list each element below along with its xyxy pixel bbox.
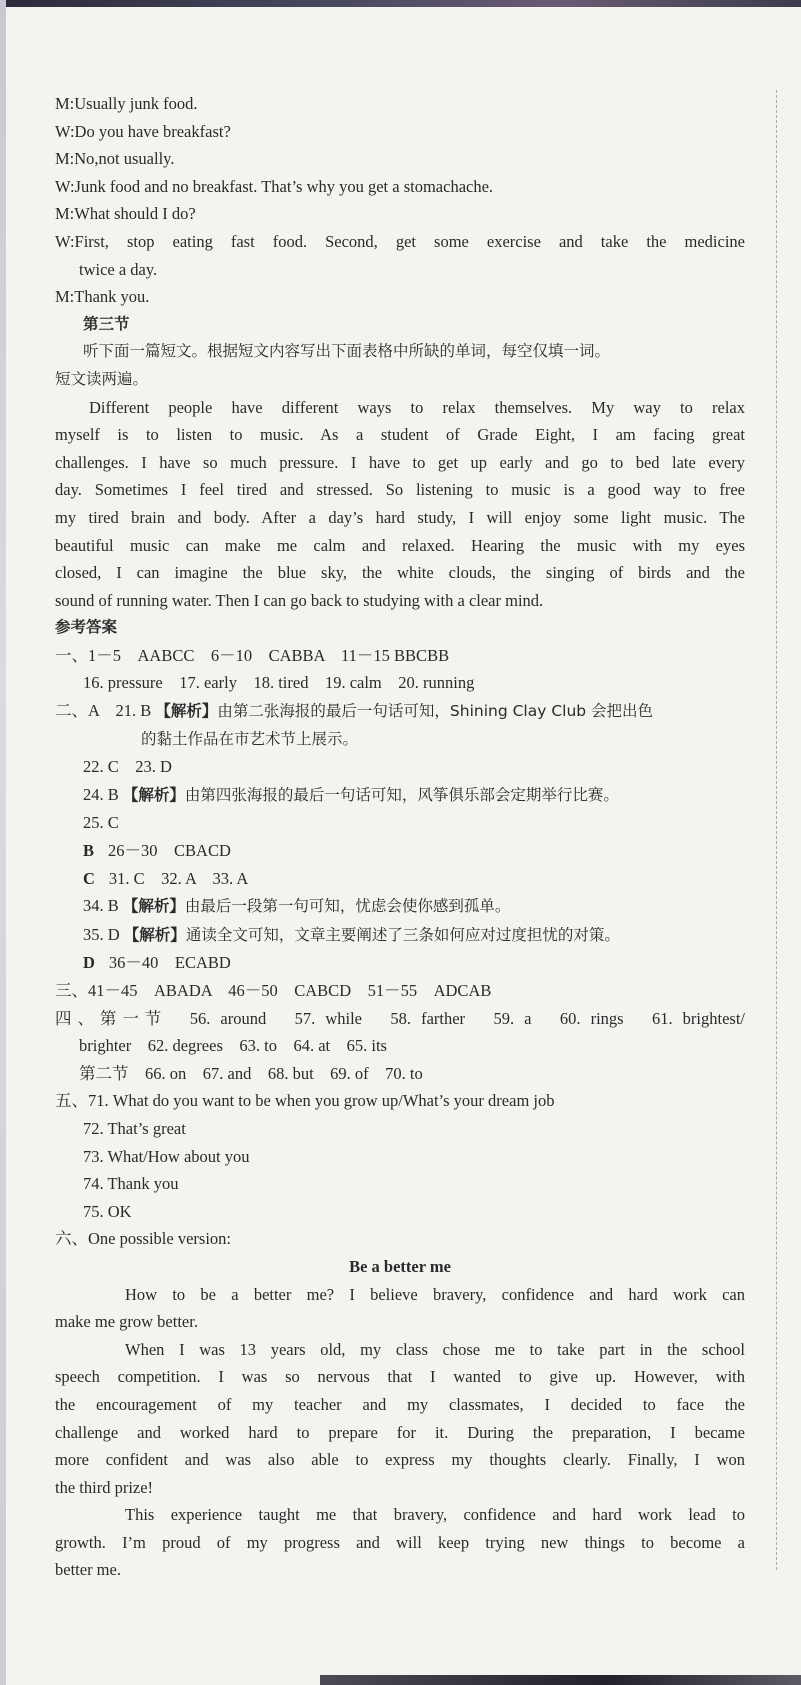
answer-line: 三、41－45 ABADA 46－50 CABCD 51－55 ADCAB <box>55 981 492 1000</box>
answers-heading: 参考答案 <box>55 618 118 637</box>
dialogue-line: M:No,not usually. <box>55 149 175 169</box>
part-label: C <box>83 868 95 888</box>
answer-line: 25. C <box>83 813 119 833</box>
analysis-text: 由第二张海报的最后一句话可知，Shining Clay Club 会把出色 <box>217 702 654 721</box>
answer-number: 35. D <box>83 924 120 944</box>
passage-line: my tired brain and body. After a day’s hard study, I will enjoy some light music. The <box>55 507 745 527</box>
essay-line: This experience taught me that bravery, confidence and hard work lead to <box>125 1505 745 1525</box>
scan-bottom-edge <box>320 1675 801 1685</box>
analysis-tag: 【解析】 <box>155 702 218 721</box>
answer-number: 24. B <box>83 784 119 804</box>
essay-line: better me. <box>55 1560 121 1580</box>
answer-number: 二、A 21. B <box>55 701 152 721</box>
dialogue-line: W:Junk food and no breakfast. That’s why you get a stomachache. <box>55 176 494 196</box>
answer-line: 22. C 23. D <box>83 757 172 777</box>
answer-line: 75. OK <box>83 1201 132 1221</box>
instruction-text: 短文读两遍。 <box>55 369 149 388</box>
essay-line: How to be a better me? I believe bravery, confidence and hard work can <box>125 1284 745 1304</box>
passage-line: sound of running water. Then I can go back to studying with a clear mind. <box>55 590 544 610</box>
answer-line: 四、第一节 56. around 57. while 58. farther 59. a 60. rings 61. brightest/ <box>55 1008 745 1028</box>
answer-line: 六、One possible version: <box>55 1229 231 1249</box>
answer-line: brighter 62. degrees 63. to 64. at 65. its <box>79 1036 387 1056</box>
passage-line: myself is to listen to music. As a student of Grade Eight, I am facing great <box>55 425 745 445</box>
answer-text: 31. C 32. A 33. A <box>108 868 249 888</box>
essay-line: more confident and was also able to express my thoughts clearly. Finally, I won <box>55 1450 745 1470</box>
answer-text: 36－40 ECABD <box>108 953 231 973</box>
essay-line: challenge and worked hard to prepare for it. During the preparation, I became <box>55 1422 745 1442</box>
document-page <box>55 90 745 1584</box>
analysis-text: 的黏土作品在市艺术节上展示。 <box>141 729 359 748</box>
answer-line: 一、1－5 AABCC 6－10 CABBA 11－15 BBCBB <box>55 645 450 665</box>
essay-line: growth. I’m proud of my progress and will keep trying new things to become a <box>55 1532 745 1552</box>
dialogue-line: M:Usually junk food. <box>55 94 198 113</box>
part-label: D <box>83 953 95 973</box>
answer-line: 16. pressure 17. early 18. tired 19. calm 20. running <box>83 673 475 693</box>
answer-line <box>55 697 745 726</box>
dialogue-line: W:Do you have breakfast? <box>55 121 231 141</box>
passage-line: day. Sometimes I feel tired and stressed. So listening to music is a good way to free <box>55 480 745 500</box>
scan-top-edge <box>0 0 801 7</box>
answer-text: 26－30 CBACD <box>108 841 231 861</box>
answer-line <box>55 892 745 921</box>
section-heading: 第三节 <box>83 314 130 333</box>
answer-line <box>55 781 745 810</box>
passage-line: beautiful music can make me calm and relaxed. Hearing the music with my eyes <box>55 535 745 555</box>
analysis-text: 由第四张海报的最后一句话可知，风筝俱乐部会定期举行比赛。 <box>184 785 619 804</box>
answer-line <box>55 921 745 950</box>
essay-line: make me grow better. <box>55 1312 198 1332</box>
answer-line: 73. What/How about you <box>83 1146 250 1166</box>
essay-title: Be a better me <box>349 1256 451 1276</box>
dialogue-line: twice a day. <box>79 259 158 279</box>
answer-line: 第二节 66. on 67. and 68. but 69. of 70. to <box>79 1063 423 1083</box>
dialogue-line: W:First, stop eating fast food. Second, get some exercise and take the medicine <box>55 231 745 251</box>
dialogue-line: M:What should I do? <box>55 204 196 224</box>
answer-line: 72. That’s great <box>83 1118 186 1138</box>
answer-line <box>55 865 745 893</box>
answer-line: 74. Thank you <box>83 1174 179 1194</box>
analysis-tag: 【解析】 <box>122 897 185 916</box>
scan-left-edge <box>0 0 6 1685</box>
essay-line: speech competition. I was so nervous that I wanted to give up. However, with <box>55 1367 745 1387</box>
answer-line: 五、71. What do you want to be when you grow up/What’s your dream job <box>55 1091 555 1111</box>
essay-line: the encouragement of my teacher and my classmates, I decided to face the <box>55 1394 745 1414</box>
answer-number: 34. B <box>83 896 119 916</box>
answer-line <box>55 949 745 977</box>
part-label: B <box>83 841 95 861</box>
passage-line: challenges. I have so much pressure. I have to get up early and go to bed late every <box>55 452 745 472</box>
essay-line: When I was 13 years old, my class chose me to take part in the school <box>125 1339 745 1359</box>
passage-line: Different people have different ways to relax themselves. My way to relax <box>89 397 745 417</box>
passage-line: closed, I can imagine the blue sky, the white clouds, the singing of birds and the <box>55 563 745 583</box>
analysis-text: 由最后一段第一句可知，忧虑会使你感到孤单。 <box>184 897 511 916</box>
analysis-text: 通读全文可知，文章主要阐述了三条如何应对过度担忧的对策。 <box>185 925 620 944</box>
analysis-tag: 【解析】 <box>123 925 186 944</box>
answer-line <box>55 837 745 865</box>
essay-line: the third prize! <box>55 1477 154 1497</box>
instruction-text: 听下面一篇短文。根据短文内容写出下面表格中所缺的单词，每空仅填一词。 <box>83 342 611 361</box>
binding-dashed-line <box>776 90 777 1570</box>
analysis-tag: 【解析】 <box>122 785 185 804</box>
dialogue-line: M:Thank you. <box>55 287 150 307</box>
